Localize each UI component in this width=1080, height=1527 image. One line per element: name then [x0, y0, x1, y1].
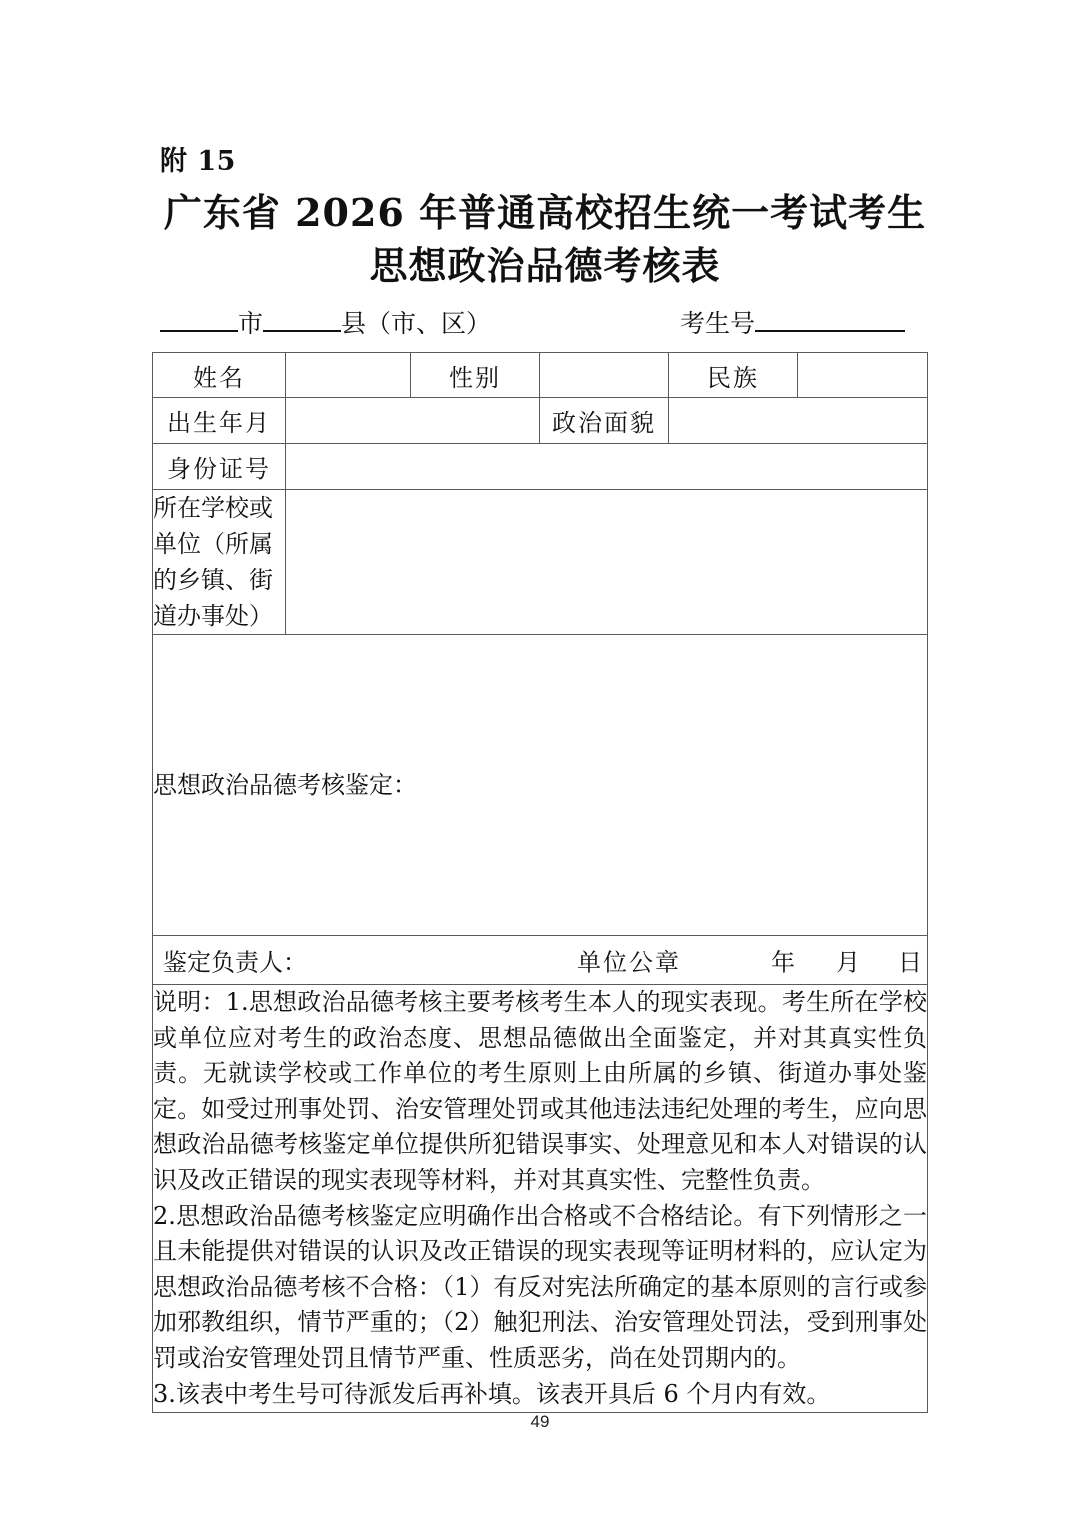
table-row-id-number [153, 444, 928, 490]
label-day: 日 [898, 948, 922, 977]
table-row-signature [153, 936, 928, 985]
field-gender[interactable] [540, 353, 669, 398]
notes-section [153, 985, 928, 1413]
label-evaluation: 思想政治品德考核鉴定： [153, 771, 417, 799]
label-school-or-unit-line-2: 的乡镇、街道办事处） [153, 566, 273, 630]
attachment-marker: 附 15 [160, 146, 236, 177]
page-title-line-1: 广东省 2026 年普通高校招生统一考试考生 [163, 190, 927, 235]
county-blank-field[interactable] [263, 307, 341, 332]
city-suffix-label: 市 [238, 309, 264, 338]
exam-number-blank-field[interactable] [755, 307, 905, 332]
field-id-number[interactable] [286, 444, 928, 490]
label-birth-date: 出生年月 [153, 398, 286, 444]
page-number: 49 [530, 1412, 550, 1431]
label-school-or-unit-line-1: 所在学校或单位（所属 [153, 494, 273, 558]
evaluation-area[interactable] [153, 635, 928, 936]
table-row-school-or-unit [153, 490, 928, 635]
signature-row [153, 936, 928, 985]
city-blank-field[interactable] [160, 307, 238, 332]
table-row-notes [153, 985, 928, 1413]
label-responsible-person: 鉴定负责人： [163, 948, 307, 977]
field-birth-date[interactable] [286, 398, 540, 444]
field-name[interactable] [286, 353, 411, 398]
page-title-line-2: 思想政治品德考核表 [369, 243, 721, 288]
label-political-status: 政治面貌 [540, 398, 669, 444]
label-gender: 性别 [411, 353, 540, 398]
label-ethnicity: 民族 [669, 353, 798, 398]
label-year: 年 [771, 948, 795, 977]
locality-and-exam-number-row [152, 303, 942, 345]
label-month: 月 [836, 948, 860, 977]
label-official-seal: 单位公章 [577, 948, 681, 977]
note-paragraph-2: 2.思想政治品德考核鉴定应明确作出合格或不合格结论。有下列情形之一且未能提供对错误的认识及改正错误的现实表现等证明材料的，应认定为思想政治品德考核不合格：（1）有反对宪法所确定的基本原则的言行或参加邪教组织，情节严重的；（2）触犯刑法、治安管理处罚法，受到刑事处罚或治安管理处罚且情节严重、性质恶劣，尚在处罚期内的。 [153, 1201, 927, 1372]
note-paragraph-1: 说明：1.思想政治品德考核主要考核考生本人的现实表现。考生所在学校或单位应对考生的政治态度、思想品德做出全面鉴定，并对其真实性负责。无就读学校或工作单位的考生原则上由所属的乡镇、街道办事处鉴定。如受过刑事处罚、治安管理处罚或其他违法违纪处理的考生，应向思想政治品德考核鉴定单位提供所犯错误事实、处理意见和本人对错误的认识及改正错误的现实表现等材料，并对其真实性、完整性负责。 [153, 988, 927, 1194]
field-ethnicity[interactable] [798, 353, 928, 398]
field-political-status[interactable] [669, 398, 928, 444]
field-school-or-unit[interactable] [286, 490, 928, 635]
label-id-number: 身份证号 [153, 444, 286, 490]
note-paragraph-3: 3.该表中考生号可待派发后再补填。该表开具后 6 个月内有效。 [153, 1379, 831, 1408]
table-row-birth-and-political-status [153, 398, 928, 444]
candidate-evaluation-form-table [152, 352, 928, 1413]
locality-group [160, 303, 491, 345]
table-row-evaluation [153, 635, 928, 936]
label-name: 姓名 [153, 353, 286, 398]
table-row-basic-info [153, 353, 928, 398]
exam-number-group [680, 303, 905, 345]
exam-number-label: 考生号 [680, 309, 756, 338]
county-suffix-label: 县（市、区） [341, 309, 492, 338]
label-school-or-unit [153, 490, 286, 635]
page-title [150, 186, 940, 292]
